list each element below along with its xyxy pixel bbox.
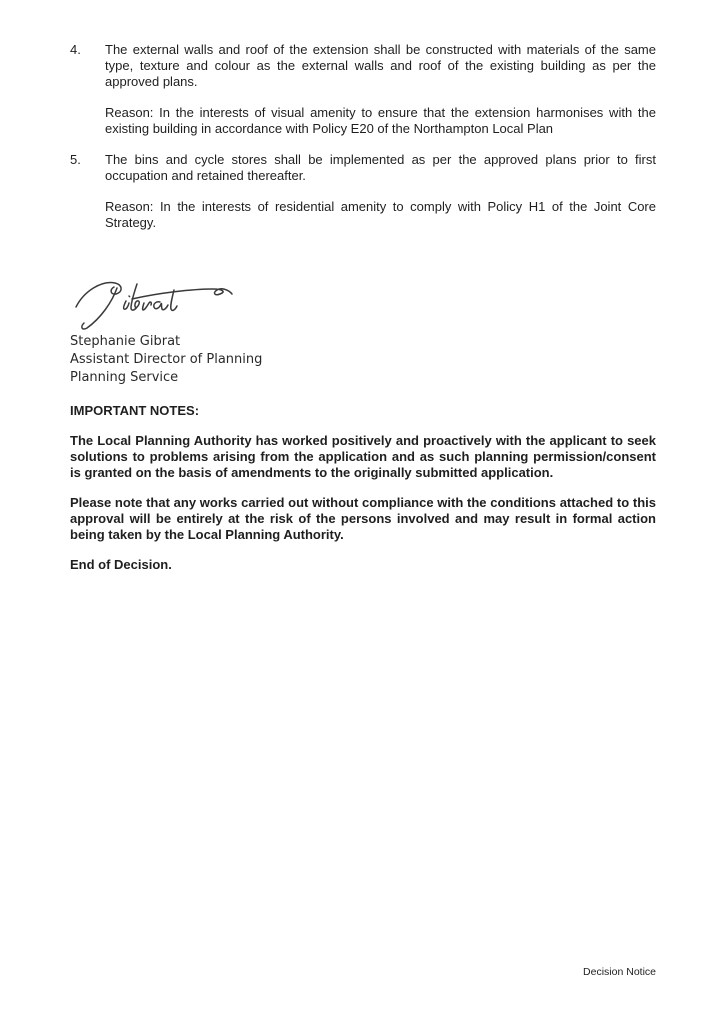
signature-area	[70, 275, 656, 331]
signatory-block	[70, 333, 656, 387]
signatory-name: Stephanie Gibrat	[70, 334, 181, 349]
condition-item-4	[70, 42, 656, 152]
signature-gibrat-image	[70, 275, 238, 331]
important-notes-paragraph-2: Please note that any works carried out without compliance with the conditions attached to this approval will be entirely at the risk of the persons involved and may result in formal action being taken by the Local Planning Authority.	[70, 495, 656, 542]
document-content	[70, 42, 656, 573]
condition-text: The bins and cycle stores shall be implemented as per the approved plans prior to first occupation and retained thereafter.	[105, 152, 656, 183]
condition-item-5	[70, 152, 656, 231]
condition-body	[105, 152, 656, 231]
important-notes-heading: IMPORTANT NOTES:	[70, 403, 200, 418]
signatory-department: Planning Service	[70, 370, 179, 385]
condition-text: The external walls and roof of the extension shall be constructed with materials of the same type, texture and colour as the external walls and roof of the existing building as per the approved plans.	[105, 42, 656, 89]
condition-reason: Reason: In the interests of visual amenity to ensure that the extension harmonises with the existing building in accordance with Policy E20 of the Northampton Local Plan	[105, 105, 656, 136]
condition-number: 4.	[70, 42, 81, 57]
condition-number: 5.	[70, 152, 81, 167]
condition-reason: Reason: In the interests of residential amenity to comply with Policy H1 of the Joint Core Strategy.	[105, 199, 656, 230]
important-notes-paragraph-1: The Local Planning Authority has worked positively and proactively with the applicant to seek solutions to problems arising from the application and as such planning permission/consent is granted on the basis of amendments to the originally submitted application.	[70, 433, 656, 480]
end-of-decision-text: End of Decision.	[70, 557, 172, 572]
footer-document-label: Decision Notice	[583, 966, 656, 978]
signatory-title: Assistant Director of Planning	[70, 352, 263, 367]
condition-body	[105, 42, 656, 152]
